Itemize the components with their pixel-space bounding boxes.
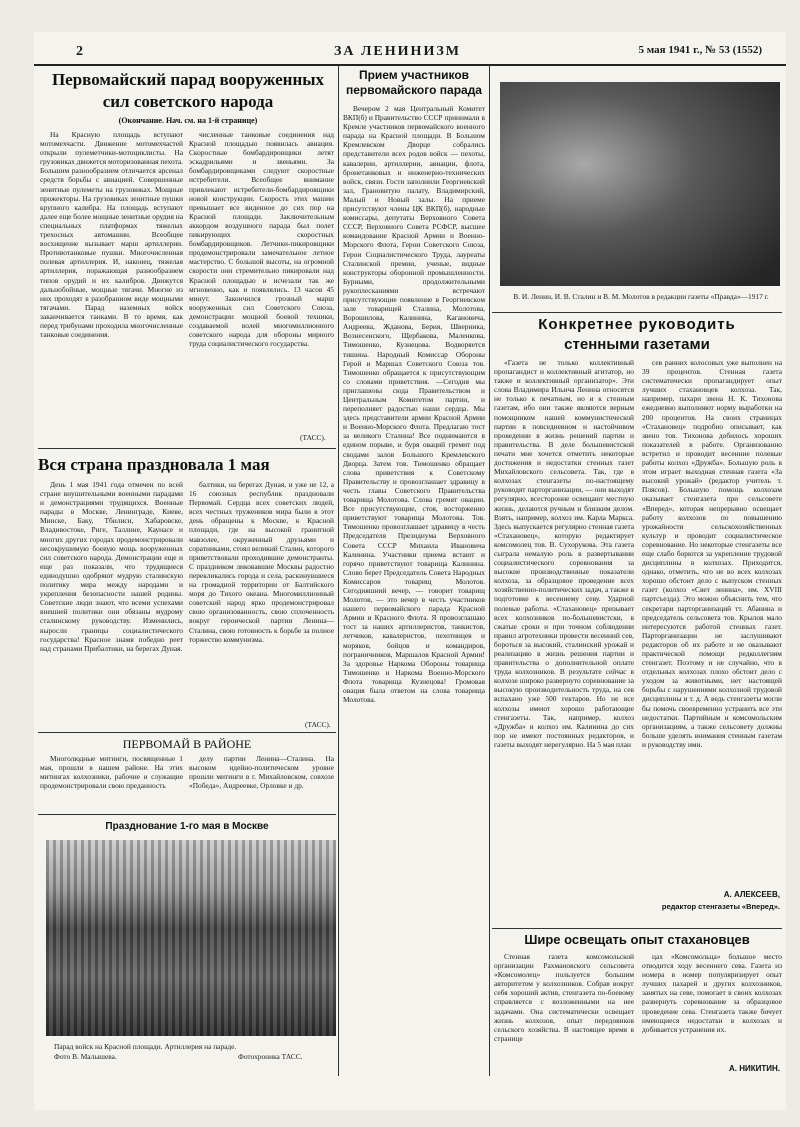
divider-lenin	[492, 312, 782, 313]
reception-title-line1: Прием участников	[358, 68, 470, 82]
moscow-photo-caption: Парад войск на Красной площади. Артиллерия на параде.	[54, 1042, 237, 1051]
country-text-col1: День 1 мая 1941 года отмечен по всей стране внушительными военными парадами и демонстрациями трудящихся. Военные парады в Москве, Ленинграде, Киеве, Минске, Баку, Тбилиси, Хабаровске, Владивостоке, Риге, Таллине, Каунасе и многих других городах продемонстрировали несокрушимую боевую мощь вооруженных сил советского народа. Демонстрации еще и еще раз показали, что трудящиеся единодушно одобряют мудрую сталинскую политику мира между народами и укрепления безопасности нашей родины. Советские люди знают, что всеми успехами внешней политики они обязаны мудрому сталинскому руководству. Изменились, выросли границы социалистического государства! Красное знамя победно реет над странами Прибалтики, на берегах Дуная.	[40, 480, 183, 653]
stakh-title: Шире освещать опыт стахановцев	[524, 932, 750, 947]
reception-text: Вечером 2 мая Центральный Комитет ВКП(б) и Правительство СССР принимали в Кремле участников первомайского военного парада на Красной площади. В Большом Кремлевском Дворце собрались представители всех родов войск — пехоты, кавалерии, артиллерии, авиации, флота, бронетанковых и инженерно-технических войск, связи. Гости заполнили Георгиевский зал, Грановитую палату, Владимирский, Малый и Новый залы. На приеме присутствуют члены ЦК ВКП(б), народные комиссары, депутаты Верховного Совета СССР, Верховного Совета РСФСР, высшее командование Красной Армии и Военно-Морского Флота, Герои Советского Союза, Герои Социалистического Труда, лауреаты Сталинской премии, ученые, видные конструкторы оборонной промышленности. Бурными, продолжительными рукоплесканиями встречают присутствующие появление в Георгиевском зале товарищей Сталина, Молотова, Ворошилова, Калинина, Кагановича, Андреева, Жданова, Берия, Шверника, Вознесенского, Щербакова, Маленкова, Тимошенко, Кузнецова. Водворяется тишина. Народный Комиссар Обороны Герой и Маршал Советского Союза тов. Тимошенко обращается к присутствующим со словами приветствия. —Сегодня мы приглашены сюда Правительством и Центральным Комитетом партии, и переполняет радостью наши сердца. Мы здесь представители армии Красной Армии и Военно-Морского Флота. Предлагаю тост за великого Сталина! Все поднимаются в едином порыве, и буря оваций гремит под сводами залов Большого Кремлевского Дворца. Затем тов. Тимошенко обращает слова приветствия к Советскому Правительству и провозглашает здравицу в честь главы Советского Правительства товарища Молотова. Слова гремят овации. Все присутствующие, стоя, восторженно приветствуют товарища Молотова. Тов. Тимошенко провозглашает здравицу в честь Председателя Президиума Верховного Совета СССР Михаила Ивановича Калинина. Участники приема встают и горячо приветствуют товарища Калинина. Слово берет Председатель Совета Народных Комиссаров товарищ Молотов. Сегодняшний вечер, — говорит товарищ Молотов, — это вечер в честь участников нашего первомайского парада Красной Армии и Красного Флота. Я провозглашаю тост за наших артиллеристов, танкистов, летчиков, кавалеристов, пехотинцев и моряков, бойцов и командиров, пограничников, Маршалов Красной Армии! За здоровье Наркома Обороны товарища Тимошенко и Наркома Военно-Морского Флота товарища Кузнецова! Громовая овация была ответом на слова товарища Молотова.	[343, 104, 485, 705]
district-text-col2: делу партии Ленина—Сталина. На высоком идейно-политическом уровне прошли митинги в г. Михайловском, совхозе «Победа», Андреевке, Орловке и др.	[189, 754, 334, 791]
country-text-col2: балтики, на берегах Дуная, и уже не 12, а 16 союзных республик праздновали Первомай. Сердца всех советских людей, всех честных тружеников мира были в этот день обращены к Москве, к Красной площади, где на высокой гранитной мавзолее, окруженный друзьями и соратниками, стоял великий Сталин, которого приветствовали проходившие демонстранты. С праздником ликовавшие Москвы радостно перекликались города и села, раскинувшиеся на громадной территории от Балтийского моря до Тихого океана. Многомиллионный советский народ ярко продемонстрировал свою организованность, свою сплоченность вокруг героической партии Ленина—Сталина, свою готовность к борьбе за полное торжество коммунизма.	[189, 480, 334, 644]
stakh-text-col1: Стенная газета комсомольской организации Рахмановского сельсовета «Комсомолец» пользуется большим авторитетом у колхозников. Собрав вокруг себя хороший актив, стенгазета по-боевому справляется с возложенными на нее задачами. Она систематически освещает жизнь колхозов, опыт передовиков сельского хозяйства. В настоящее время в странице	[494, 952, 634, 1043]
wallpapers-text-col1: «Газета не только коллективный пропагандист и коллективный агитатор, но также и коллективный организатор». Эти слова Владимира Ильича Ленина относятся не только к печатным, но и к стенным газетам, ибо они также являются верным помощником нашей коммунистической партии в повседневном и настойчивом проведении в жизнь решений партии и правительства. В деле большевистской печати мне хочется отметить некоторые достижения и недостатки стенных газет Михайловского сельсовета. Так, где в колхозах стенгазеты по-настоящему руководят парторганизации, — они выходят регулярно, всесторонне освещают местную жизнь, делаются ручным и близким делом. Взять, например, колхоз им. Карла Маркса. Здесь выпускается регулярно стенная газета «Стахановец», которую редактирует комсомолец тов. В. Сухорукова. Эта газета сыграла немалую роль в развертывании социалистического соревнования за высокие производственные показатели колхоза, за образцовое проведение всех хозяйственно-политических задач, а также в подготовке к весеннему севу. Ударной полевые работы. «Стахановец» призывает всех колхозников по-большевистски, в сжатые сроки и при точном соблюдении правил агротехники провести весенний сев, бороться за высокий, сталинский урожай и реализацию в жизнь решения партии и правительства о дополнительной оплате труда колхозников. В результате сейчас в колхозе широко развернуто соревнование за высокую производительность труда, на сев вспахано уже 500 гектаров. Но не все колхозы имеют хорошо работающие стенгазеты. Так, например, колхоз «Дружба» и колхоз им. Калинина до сих пор не имеют постоянных редакторов, и газеты выходят нерегулярно. На 5 мая план	[494, 358, 634, 749]
district-title: ПЕРВОМАЙ В РАЙОНЕ	[122, 737, 252, 751]
parade-title-line2: сил советского народа	[102, 92, 274, 111]
lenin-stalin-molotov-photo	[500, 82, 780, 286]
country-title: Вся страна праздновала 1 мая	[38, 455, 270, 474]
parade-photo	[46, 840, 336, 1036]
page-header	[34, 40, 786, 66]
wallpapers-signature: А. АЛЕКСЕЕВ,	[723, 890, 780, 899]
country-source: (ТАСС).	[305, 720, 331, 729]
paper-title: ЗА ЛЕНИНИЗМ	[334, 44, 461, 59]
parade-source: (ТАСС).	[300, 433, 326, 442]
parade-text-col1: На Красную площадь вступают мотомехчасти. Движение мотомехчастей открыли пулеметчики-мотоциклисты. На грузовиках движется моторизованная пехота. Большим разнообразием отличается арсенал средств борьбы с авиацией. Совершенные зенитные пулеметы на грузовиках. Мощные прожекторы. На грузовиках зенитные пушки крупного калибра. На площадь вступают далее еще более мощные зенитные орудия на специальных платформах тяжелых трехосных автомашин. Всеобщее восхищение вызывает марш артиллерии. Противотанковые пушки. Многочисленная полевая артиллерия. И, наконец, тяжелая артиллерия, поражающая разнообразием типов орудий и их калибров. Движутся дальнобойные, мощные тягачи. Многие из них проходят в разобранном виде мощными тягачами. Парад наземных войск заканчивается танками. В то время, как перед трибунами проходила многочисленные танковые соединения.	[40, 130, 183, 340]
reception-title-line2: первомайского парада	[346, 83, 482, 97]
wallpapers-signature-role: редактор стенгазеты «Вперед».	[661, 902, 780, 911]
moscow-photo-credit-right: Фотохроника ТАСС.	[238, 1052, 303, 1061]
parade-subtitle: (Окончание. Нач. см. на 1-й странице)	[118, 116, 258, 125]
divider-parade	[38, 448, 336, 449]
divider-district	[38, 814, 336, 815]
column-rule-2	[489, 66, 490, 1076]
column-rule-1	[338, 66, 339, 1076]
page-number: 2	[76, 44, 83, 59]
stakh-text-col2: цах «Комсомольца» большое место отводится ходу весеннего сева. Газета из номера в номер популяризирует опыт лучших пахарей и других колхозников, занятых на севе, помогает в своих колхозах развернуть соревнование за образцовое проведение сева. Стенгазета также бичует имеющиеся недостатки в колхозах и добивается устранения их.	[642, 952, 782, 1034]
moscow-photo-credit-left: Фото В. Малышева.	[54, 1052, 117, 1061]
divider-country	[38, 732, 336, 733]
issue-date: 5 мая 1941 г., № 53 (1552)	[638, 44, 762, 56]
divider-wallpapers	[492, 928, 782, 929]
wallpapers-text-col2: сев ранних колосовых уже выполнен на 39 процентов. Стенная газета систематически пропагандирует опыт лучших стахановцев колхоза. Так, например, пахари звена Н. К. Тихонова ежедневно выполняют норму выработки на 200 процентов. На своих страницах «Стахановец» подробно описывает, как звено тов. Тихонова добилось хороших показателей в работе. Организованно встретил и проводит весенние полевые работы колхоз «Дружба». Большую роль в этом играет выходная стенная газета «За высокий урожай» (редактор учитель т. Плясов). Большую помощь колхозам оказывает стенгазета при сельсовете «Вперед», которая непрерывно освещает работу колхозов по повышению урожайности сельскохозяйственных культур и проводит социалистическое соревнование. Но некоторые стенгазеты все еще слабо борются за укрепление трудовой дисциплины в колхозах. Приходится, однако, отметить, что не во всех колхозах хорошо обстоит дело с выпуском стенных газет (колхоз «Свет ленина», им. XVIII партсъезда). Это можно объяснить тем, что секретари парторганизаций тт. Абанина и председатель сельсовета тов. Крылов мало интересуются работой стенных газет. Парторганизации не заслушивают редакторов об их работе и не оказывают практической помощи редколлегиям стенгазет. Поэтому и не случайно, что в отдельных колхозах плохо обстоит дело с уходом за животными, нет настоящей борьбы с нарушениями колхозной трудовой дисциплины и т. д. А ведь стенгазеты могли бы помочь своевременно устранить все эти недостатки. Партийным и комсомольским организациям, а также сельсовету должны больше уделять внимания стенным газетам и руководству ими.	[642, 358, 782, 749]
stakh-signature: А. НИКИТИН.	[728, 1064, 780, 1073]
lenin-photo-caption: В. И. Ленин, И. В. Сталин и В. М. Молотов в редакции газеты «Правда»—1917 г.	[513, 292, 769, 301]
wallpapers-title-line2: стенными газетами	[564, 336, 710, 353]
wallpapers-title-line1: Конкретнее руководить	[538, 316, 736, 333]
moscow-photo-title: Празднование 1-го мая в Москве	[105, 821, 269, 832]
parade-title-line1: Первомайский парад вооруженных	[51, 70, 325, 89]
parade-text-col2: численные танковые соединения над Красной площадью появилась авиация. Скоростные бомбардировщики летят эскадрильями и звеньями. За бомбардировщиками следуют скоростные истребители. Всеобщее внимание привлекают истребители-бомбардировщики новой конструкции. Скорость этих машин превышает все виденное до сих пор на Красной площади. Заключительным аккордом воздушного парада был полет пикирующих скоростных бомбардировщиков. Летчики-пикировщики продемонстрировали замечательное летное мастерство. С большой высоты, на огромной скорости они стремительно пикировали над Красной площадью и исчезали так же мгновенно, как и появлялись. 13 часов 45 минут. Закончился грозный марш вооруженных сил Советского Союза, демонстрации мощной боевой техники, создаваемой волей многомиллионного советского народа для обороны мирного труда социалистического государства.	[189, 130, 334, 349]
district-text-col1: Многолюдные митинги, посвященные 1 мая, прошли в нашем районе. На этих митингах колхозники, рабочие и служащие продемонстрировали свою преданность	[40, 754, 183, 791]
